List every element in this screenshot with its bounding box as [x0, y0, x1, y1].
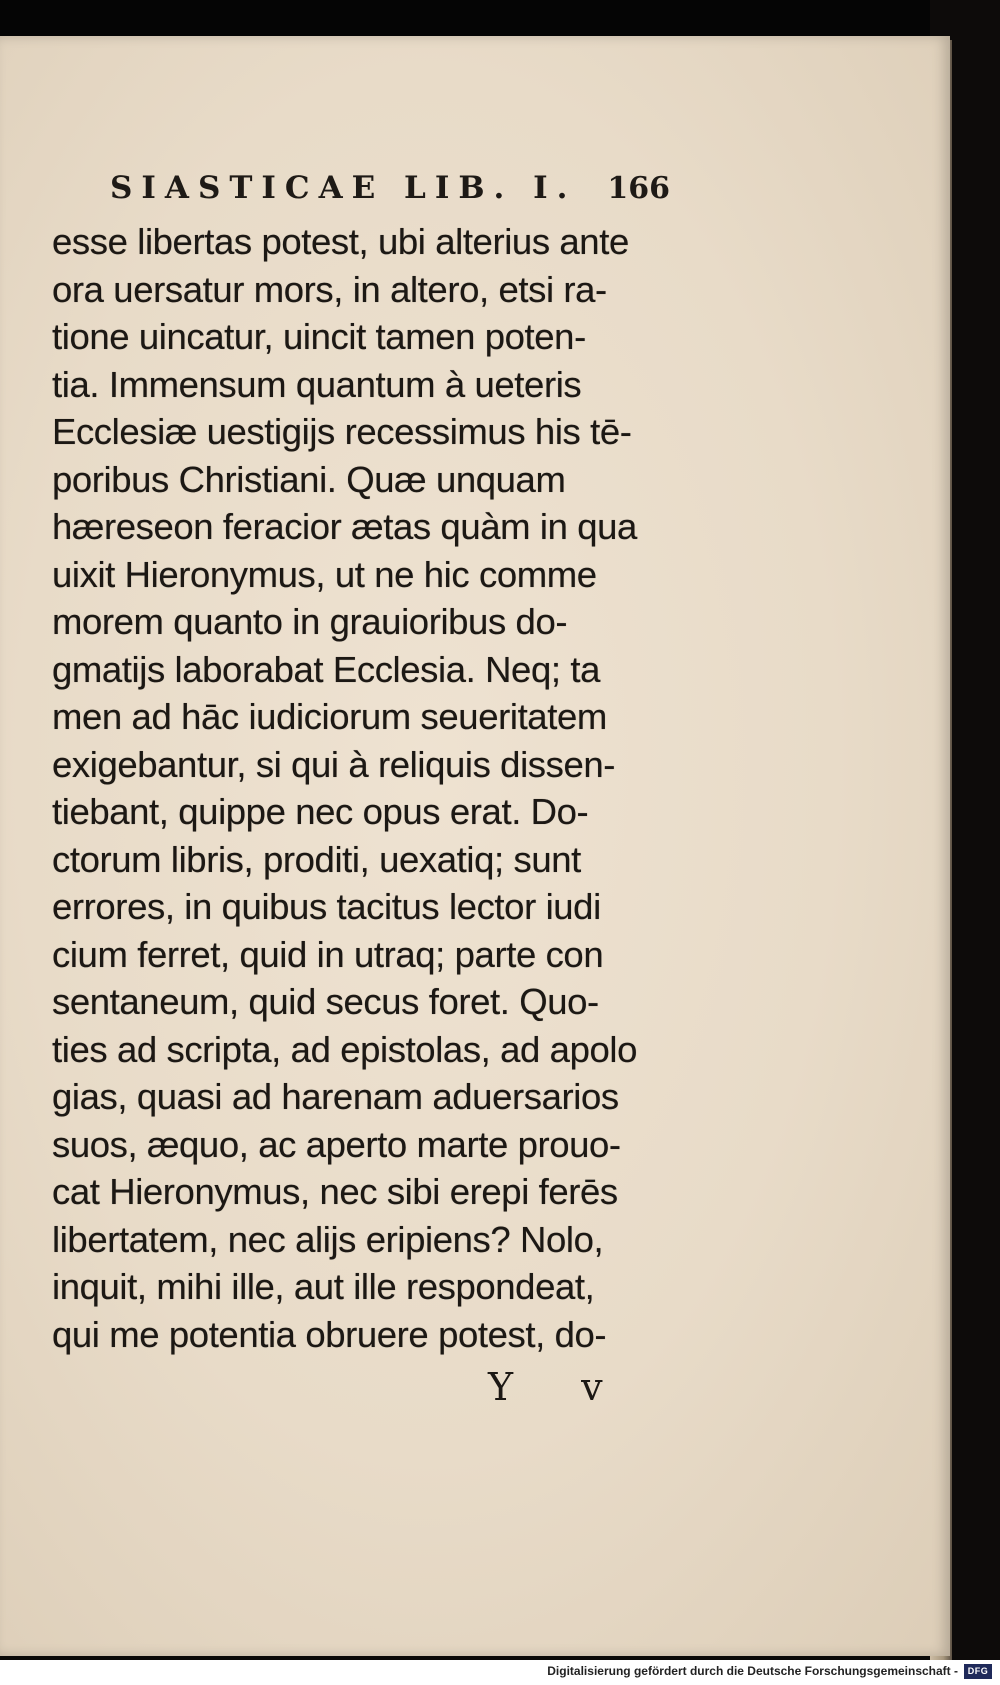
- text-line: tione uincatur, uincit tamen poten-: [52, 316, 586, 357]
- text-line: inquit, mihi ille, aut ille respondeat,: [52, 1266, 595, 1307]
- text-line: poribus Christiani. Quæ unquam: [52, 458, 566, 500]
- text-line: suos, æquo, ac aperto marte prouo-: [52, 1123, 621, 1165]
- body-text: [52, 218, 692, 1358]
- text-line: gmatijs laborabat Ecclesia. Neq; ta: [52, 648, 600, 690]
- text-line: cat Hieronymus, nec sibi erepi ferēs: [52, 1171, 618, 1212]
- scan-background-top: [0, 0, 1000, 40]
- text-line: exigebantur, si qui à reliquis dissen-: [52, 743, 616, 785]
- text-line: esse libertas potest, ubi alterius ante: [52, 221, 629, 262]
- running-head-title: SIASTICAE LIB. I.: [110, 170, 577, 206]
- text-line: morem quanto in grauioribus do-: [52, 601, 568, 642]
- text-line: uixit Hieronymus, ut ne hic comme: [52, 553, 597, 595]
- text-line: ties ad scripta, ad epistolas, ad apolo: [52, 1028, 637, 1070]
- text-line: sentaneum, quid secus foret. Quo-: [52, 981, 599, 1022]
- text-line: cium ferret, quid in utraq; parte con: [52, 933, 604, 975]
- catchword-signature: Y v: [488, 1365, 631, 1409]
- digitization-footer: [0, 1660, 1000, 1685]
- text-line: qui me potentia obruere potest, do-: [52, 1313, 607, 1355]
- text-line: tia. Immensum quantum à ueteris: [52, 363, 582, 405]
- text-line: gias, quasi ad harenam aduersarios: [52, 1076, 619, 1117]
- text-line: ora uersatur mors, in altero, etsi ra-: [52, 268, 607, 310]
- text-line: Ecclesiæ uestigijs recessimus his tē-: [52, 411, 632, 452]
- page-number: 166: [607, 171, 670, 206]
- footer-credit: Digitalisierung gefördert durch die Deutsche Forschungsgemeinschaft -: [547, 1664, 958, 1678]
- text-line: ctorum libris, proditi, uexatiq; sunt: [52, 838, 581, 880]
- text-line: men ad hāc iudiciorum seueritatem: [52, 696, 607, 737]
- text-line: hæreseon feracior ætas quàm in qua: [52, 506, 637, 547]
- running-head: [110, 170, 670, 210]
- dfg-logo: DFG: [964, 1664, 992, 1679]
- text-line: tiebant, quippe nec opus erat. Do-: [52, 791, 589, 832]
- text-line: libertatem, nec alijs eripiens? Nolo,: [52, 1218, 604, 1260]
- text-line: errores, in quibus tacitus lector iudi: [52, 886, 601, 927]
